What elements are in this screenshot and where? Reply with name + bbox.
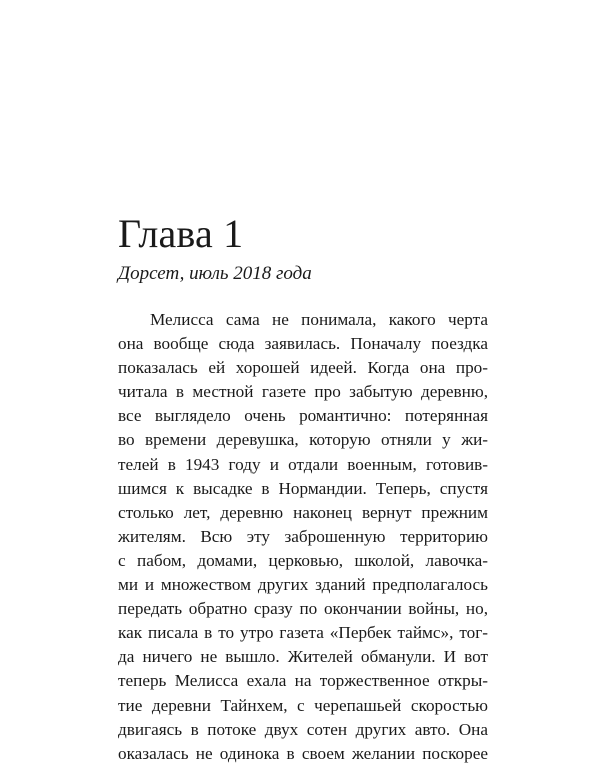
text-line: жителям. Всю эту заброшенную территорию bbox=[118, 526, 488, 546]
text-line: двигаясь в потоке двух сотен других авто. Она bbox=[118, 719, 488, 739]
text-line: передать обратно сразу по окончании войны, но, bbox=[118, 599, 488, 619]
text-line: во времени деревушка, которую отняли у жи- bbox=[118, 430, 488, 450]
text-line: она вообще сюда заявилась. Поначалу поездка bbox=[118, 334, 488, 354]
chapter-title: Глава 1 bbox=[118, 211, 244, 256]
text-line: теперь Мелисса ехала на торжественное откры- bbox=[118, 671, 488, 691]
text-line: показалась ей хорошей идеей. Когда она про- bbox=[118, 358, 488, 378]
text-line: ми и множеством других зданий предполагалось bbox=[118, 575, 488, 595]
text-line: тие деревни Тайнхем, с черепашьей скоростью bbox=[118, 695, 488, 715]
chapter-subtitle: Дорсет, июль 2018 года bbox=[118, 263, 312, 284]
body-text bbox=[118, 308, 488, 766]
text-line: все выглядело очень романтично: потерянная bbox=[118, 406, 488, 426]
text-line: да ничего не вышло. Жителей обманули. И вот bbox=[118, 647, 488, 667]
text-line: как писала в то утро газета «Пербек таймс», тог- bbox=[118, 623, 488, 643]
text-line: Мелисса сама не понимала, какого черта bbox=[150, 310, 488, 329]
text-line: читала в местной газете про забытую деревню, bbox=[118, 382, 488, 402]
text-line: с пабом, домами, церковью, школой, лавочка- bbox=[118, 550, 488, 570]
text-line: телей в 1943 году и отдали военным, готовив- bbox=[118, 454, 488, 474]
text-line: оказалась не одинока в своем желании поскорее bbox=[118, 743, 488, 763]
text-line: столько лет, деревню наконец вернут прежним bbox=[118, 502, 488, 522]
text-line: шимся к высадке в Нормандии. Теперь, спустя bbox=[118, 478, 488, 498]
